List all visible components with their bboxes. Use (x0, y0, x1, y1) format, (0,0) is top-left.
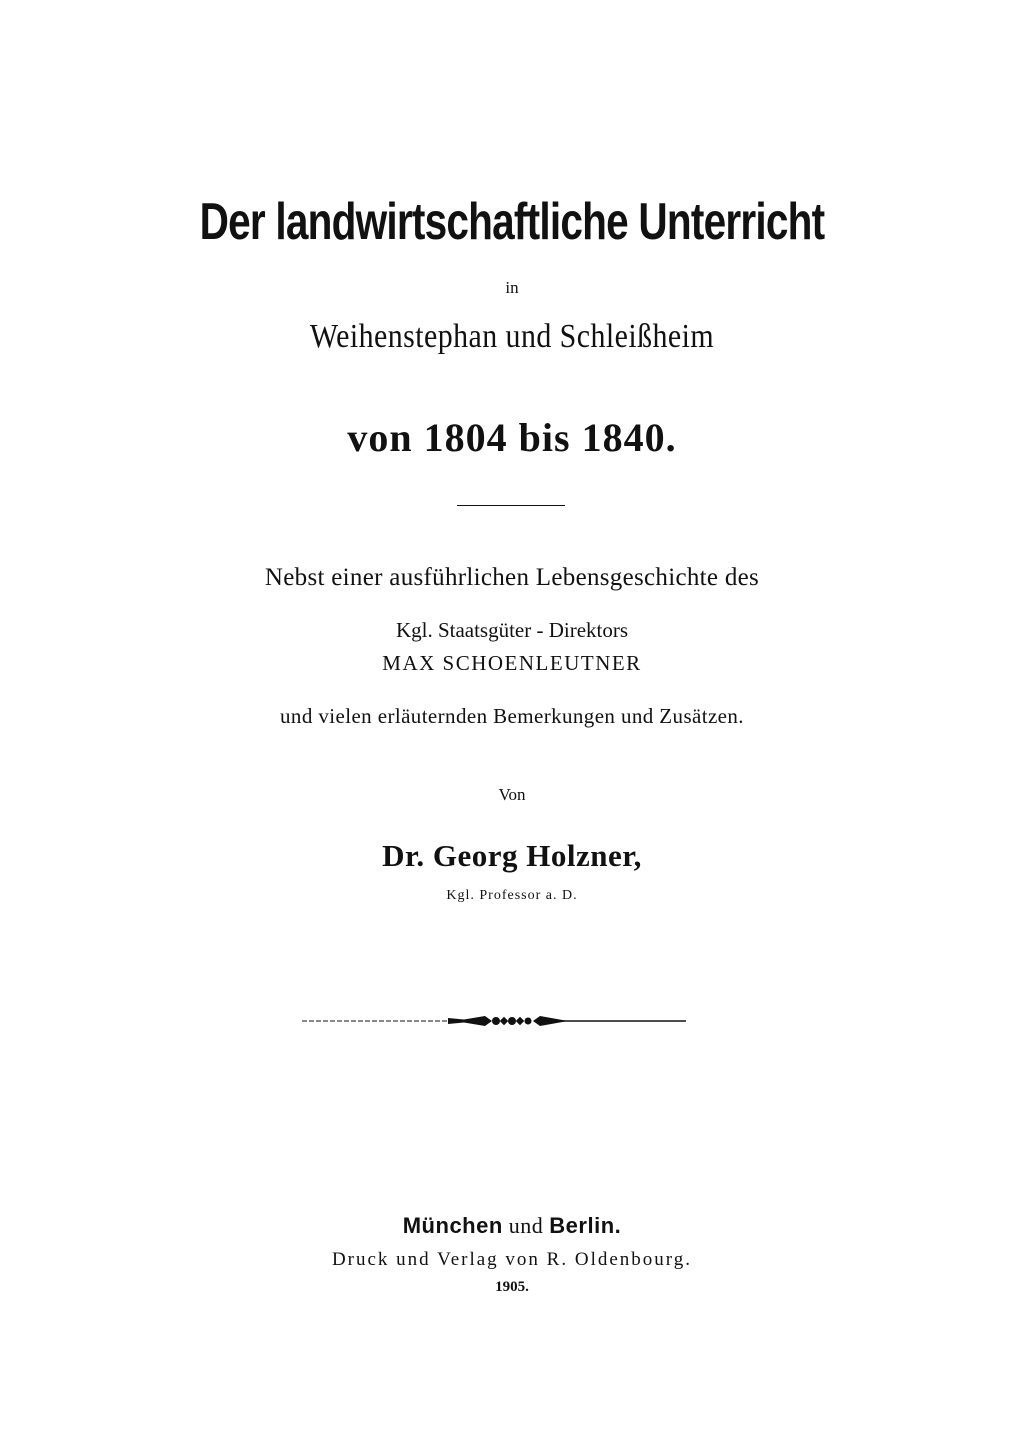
author-title: Kgl. Professor a. D. (446, 888, 578, 903)
subtitle-line-2: und vielen erläuternden Bemerkungen und Zusätzen. (280, 704, 744, 728)
subject-name: MAX SCHOENLEUTNER (382, 651, 642, 675)
place-line: Weihenstephan und Schleißheim (309, 318, 715, 355)
short-divider-rule (457, 505, 565, 506)
imprint-publisher: Druck und Verlag von R. Oldenbourg. (331, 1249, 693, 1270)
by-line: Von (498, 785, 526, 804)
imprint-city-berlin: Berlin. (549, 1213, 622, 1238)
connector-in: in (505, 278, 519, 297)
period-line: von 1804 bis 1840. (347, 415, 677, 460)
imprint-place (0, 1215, 1024, 1237)
imprint-und: und (508, 1213, 544, 1238)
imprint-city-munich: München (402, 1213, 503, 1238)
book-title: Der landwirtschaftliche Unterricht (199, 193, 825, 251)
author-name: Dr. Georg Holzner, (382, 838, 642, 873)
subject-title: Kgl. Staatsgüter - Direktors (395, 618, 629, 642)
subtitle-line-1: Nebst einer ausführlichen Lebensgeschichte des (264, 564, 760, 591)
imprint-year: 1905. (495, 1279, 529, 1295)
ornamental-divider-icon (300, 1010, 688, 1032)
